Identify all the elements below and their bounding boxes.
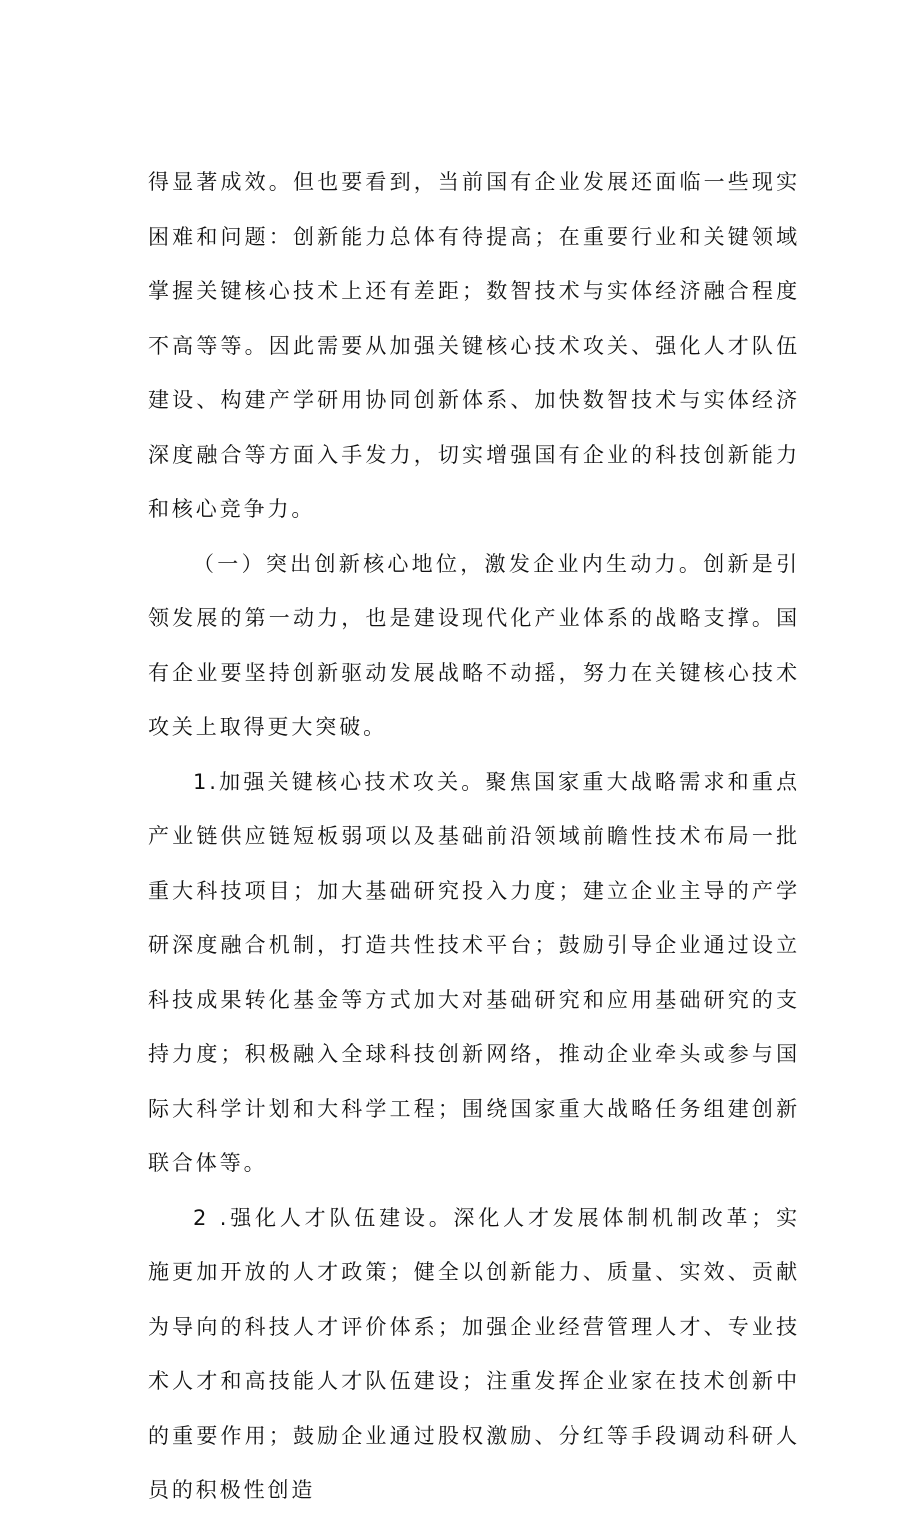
paragraph-item-two: 2 .强化人才队伍建设。深化人才发展体制机制改革；实施更加开放的人才政策；健全以创新能力、质量、实效、贡献为导向的科技人才评价体系；加强企业经营管理人才、专业技术人才和高技能人才队伍建设；注重发挥企业家在技术创新中的重要作用；鼓励企业通过股权激励、分红等手段调动科研人员的积极性创造 <box>148 1205 800 1502</box>
document-body <box>148 155 800 1518</box>
paragraph-section-one: （一）突出创新核心地位，激发企业内生动力。创新是引领发展的第一动力，也是建设现代化产业体系的战略支撑。国有企业要坚持创新驱动发展战略不动摇，努力在关键核心技术攻关上取得更大突破。 <box>148 551 800 739</box>
paragraph-continuation: 得显著成效。但也要看到，当前国有企业发展还面临一些现实困难和问题：创新能力总体有待提高；在重要行业和关键领域掌握关键核心技术上还有差距；数智技术与实体经济融合程度不高等等。因此需要从加强关键核心技术攻关、强化人才队伍建设、构建产学研用协同创新体系、加快数智技术与实体经济深度融合等方面入手发力，切实增强国有企业的科技创新能力和核心竞争力。 <box>148 170 800 521</box>
paragraph-item-one: 1.加强关键核心技术攻关。聚焦国家重大战略需求和重点产业链供应链短板弱项以及基础前沿领域前瞻性技术布局一批重大科技项目；加大基础研究投入力度；建立企业主导的产学研深度融合机制，打造共性技术平台；鼓励引导企业通过设立科技成果转化基金等方式加大对基础研究和应用基础研究的支持力度；积极融入全球科技创新网络，推动企业牵头或参与国际大科学计划和大科学工程；围绕国家重大战略任务组建创新联合体等。 <box>148 769 800 1175</box>
